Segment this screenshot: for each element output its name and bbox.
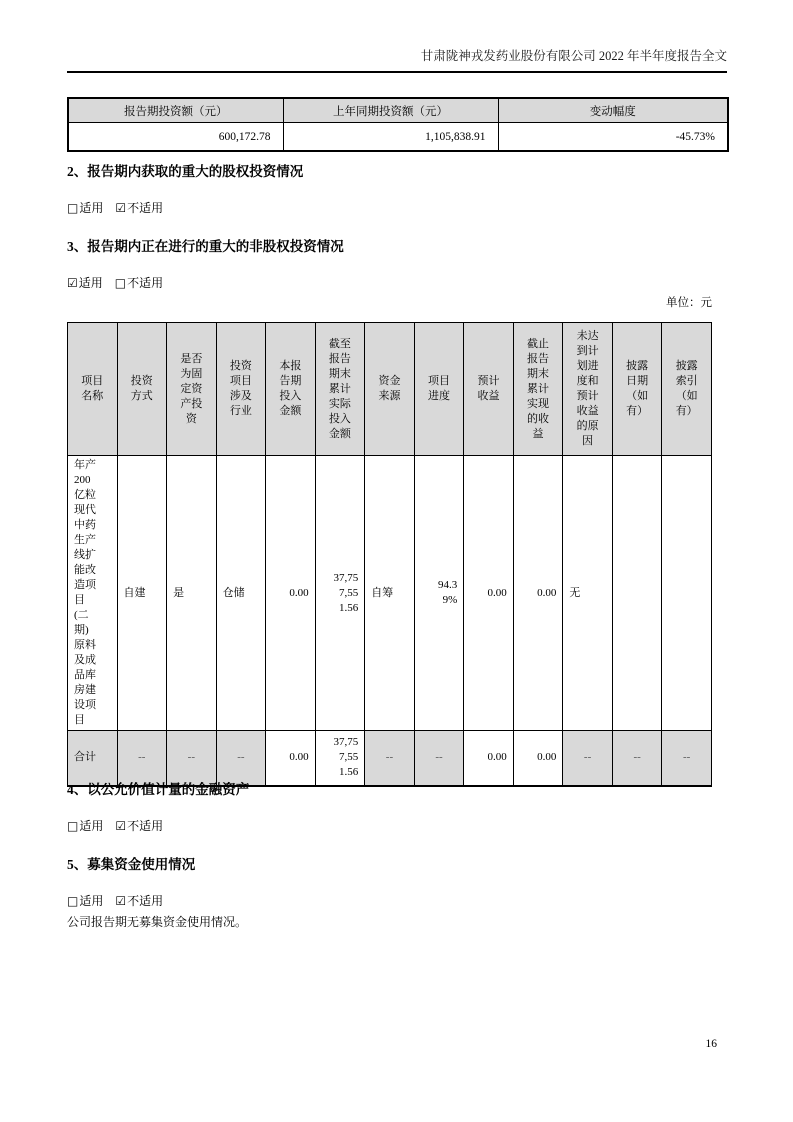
unit-note: 单位：元 xyxy=(666,297,712,309)
cell-progress: 94.39% xyxy=(414,456,464,731)
header-divider xyxy=(67,71,727,73)
total-period-amount: 0.00 xyxy=(266,731,316,786)
header-fund-source: 资金来源 xyxy=(365,323,415,456)
applicability-line-raised-funds xyxy=(67,893,727,909)
checked-box-icon: ☑ xyxy=(115,894,127,908)
summary-value-prior-period: 1,105,838.91 xyxy=(283,123,498,152)
raised-funds-note: 公司报告期无募集资金使用情况。 xyxy=(67,915,248,929)
section-heading-raised-funds: 5、募集资金使用情况 xyxy=(67,857,196,872)
summary-header-change: 变动幅度 xyxy=(498,98,728,123)
total-fixed-asset: -- xyxy=(167,731,217,786)
total-fund-source: -- xyxy=(365,731,415,786)
summary-value-row xyxy=(68,123,728,152)
header-period-amount: 本报告期投入金额 xyxy=(266,323,316,456)
unchecked-box-icon: □ xyxy=(114,276,127,290)
checked-box-icon: ☑ xyxy=(67,276,78,290)
cell-period-amount: 0.00 xyxy=(266,456,316,731)
applicable-label: 适用 xyxy=(79,819,104,833)
header-progress: 项目进度 xyxy=(414,323,464,456)
total-investment-method: -- xyxy=(117,731,167,786)
header-cumulative-return: 截止报告期末累计实现的收益 xyxy=(513,323,563,456)
cell-fixed-asset: 是 xyxy=(167,456,217,731)
cell-disclosure-date xyxy=(612,456,662,731)
section-heading-non-equity-investment: 3、报告期内正在进行的重大的非股权投资情况 xyxy=(67,239,344,254)
applicability-line-non-equity-investment xyxy=(67,275,727,291)
checked-box-icon: ☑ xyxy=(115,201,127,215)
not-applicable-label: 不适用 xyxy=(127,201,164,215)
total-disclosure-index: -- xyxy=(662,731,712,786)
total-reason-not-met: -- xyxy=(563,731,613,786)
document-title: 甘肃陇神戎发药业股份有限公司 2022 年半年度报告全文 xyxy=(420,49,727,63)
project-table-total-row xyxy=(68,731,712,786)
unchecked-box-icon: □ xyxy=(67,894,79,908)
header-expected-return: 预计收益 xyxy=(464,323,514,456)
page-number: 16 xyxy=(705,1038,717,1050)
section-heading-equity-investment: 2、报告期内获取的重大的股权投资情况 xyxy=(67,164,304,179)
applicability-line-equity-investment xyxy=(67,200,727,216)
unchecked-box-icon: □ xyxy=(67,819,79,833)
header-investment-method: 投资方式 xyxy=(117,323,167,456)
applicability-line-fair-value-assets xyxy=(67,818,727,834)
cell-project-name: 年产200亿粒现代中药生产线扩能改造项目(二期)原料及成品库房建设项目 xyxy=(68,456,118,731)
cell-fund-source: 自筹 xyxy=(365,456,415,731)
header-project-name: 项目名称 xyxy=(68,323,118,456)
unchecked-box-icon: □ xyxy=(67,201,79,215)
summary-header-report-period: 报告期投资额（元） xyxy=(68,98,283,123)
section-heading-fair-value-assets: 4、以公允价值计量的金融资产 xyxy=(67,782,250,797)
investment-summary-table xyxy=(67,97,729,152)
cell-expected-return: 0.00 xyxy=(464,456,514,731)
cell-cumulative-return: 0.00 xyxy=(513,456,563,731)
applicable-label: 适用 xyxy=(79,201,104,215)
total-disclosure-date: -- xyxy=(612,731,662,786)
summary-header-row xyxy=(68,98,728,123)
summary-value-report-period: 600,172.78 xyxy=(68,123,283,152)
total-expected-return: 0.00 xyxy=(464,731,514,786)
not-applicable-label: 不适用 xyxy=(127,276,164,290)
total-progress: -- xyxy=(414,731,464,786)
cell-industry: 仓储 xyxy=(216,456,266,731)
header-industry: 投资项目涉及行业 xyxy=(216,323,266,456)
total-cumulative-amount: 37,757,551.56 xyxy=(315,731,365,786)
not-applicable-label: 不适用 xyxy=(127,819,164,833)
checked-box-icon: ☑ xyxy=(115,819,127,833)
cell-reason-not-met: 无 xyxy=(563,456,613,731)
header-cumulative-amount: 截至报告期末累计实际投入金额 xyxy=(315,323,365,456)
header-disclosure-date: 披露日期（如有） xyxy=(612,323,662,456)
applicable-label: 适用 xyxy=(79,894,104,908)
not-applicable-label: 不适用 xyxy=(127,894,164,908)
project-table-header-row xyxy=(68,323,712,456)
project-table-data-row xyxy=(68,456,712,731)
header-reason-not-met: 未达到计划进度和预计收益的原因 xyxy=(563,323,613,456)
non-equity-project-table xyxy=(67,322,712,787)
cell-disclosure-index xyxy=(662,456,712,731)
header-disclosure-index: 披露索引（如有） xyxy=(662,323,712,456)
total-cumulative-return: 0.00 xyxy=(513,731,563,786)
total-industry: -- xyxy=(216,731,266,786)
applicable-label: 适用 xyxy=(78,276,103,290)
summary-value-change: -45.73% xyxy=(498,123,728,152)
total-label: 合计 xyxy=(68,731,118,786)
header-fixed-asset: 是否为固定资产投资 xyxy=(167,323,217,456)
cell-cumulative-amount: 37,757,551.56 xyxy=(315,456,365,731)
summary-header-prior-period: 上年同期投资额（元） xyxy=(283,98,498,123)
cell-investment-method: 自建 xyxy=(117,456,167,731)
page-header xyxy=(67,48,727,73)
